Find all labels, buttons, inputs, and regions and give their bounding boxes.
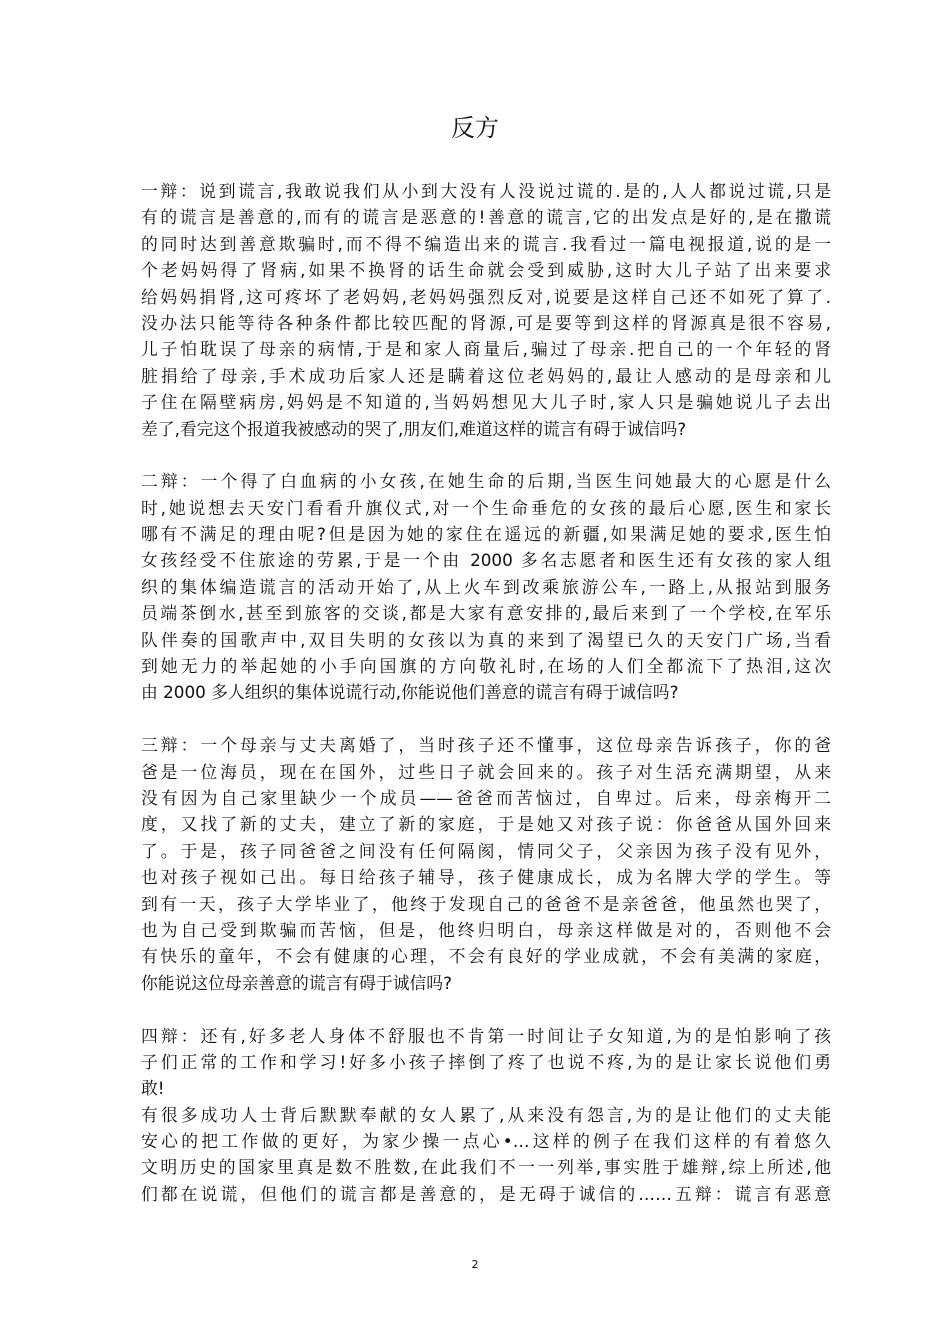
- text-line: 度，又找了新的丈夫，建立了新的家庭，于是她又对孩子说：你爸爸从国外回来: [141, 814, 831, 835]
- text-line: 差了,看完这个报道我被感动的哭了,朋友们,难道这样的谎言有碍于诚信吗?: [141, 418, 687, 439]
- text-line: 子们正常的工作和学习!好多小孩子摔倒了疼了也说不疼,为的是让家长说他们勇: [141, 1051, 831, 1072]
- text-line: 到有一天，孩子大学毕业了，他终于发现自己的爸爸不是亲爸爸，他虽然也哭了，: [141, 893, 831, 914]
- text-line: 也对孩子视如己出。每日给孩子辅导，孩子健康成长，成为名牌大学的学生。等: [141, 867, 831, 888]
- paragraph-gap: [141, 442, 831, 468]
- text-line: 给妈妈捐肾,这可疼坏了老妈妈,老妈妈强烈反对,说要是这样自己还不如死了算了.: [141, 286, 831, 307]
- text-line: 也为自己受到欺骗而苦恼，但是，他终归明白，母亲这样做是对的，否则他不会: [141, 919, 831, 940]
- text-line: 敢!: [141, 1078, 165, 1099]
- text-line: 个老妈妈得了肾病,如果不换肾的话生命就会受到威胁,这时大儿子站了出来要求: [141, 260, 831, 281]
- paragraph-first-debater: [141, 178, 831, 442]
- text-line: 一辩：说到谎言,我敢说我们从小到大没有人没说过谎的.是的,人人都说过谎,只是: [141, 181, 831, 201]
- paragraph-gap: [141, 996, 831, 1022]
- text-line: 儿子怕耽误了母亲的病情,于是和家人商量后,骗过了母亲.把自己的一个年轻的肾: [141, 339, 831, 360]
- text-line: 们都在说谎，但他们的谎言都是善意的，是无碍于诚信的……五辩：谎言有恶意: [141, 1183, 831, 1204]
- text-line: 有的谎言是善意的,而有的谎言是恶意的!善意的谎言,它的出发点是好的,是在撒谎: [141, 207, 831, 228]
- text-line: 队伴奏的国歌声中,双目失明的女孩以为真的来到了渴望已久的天安门广场,当看: [141, 629, 831, 650]
- page-number: 2: [471, 1258, 479, 1271]
- text-line: 女孩经受不住旅途的劳累,于是一个由 2000 多名志愿者和医生还有女孩的家人组: [141, 550, 831, 571]
- text-line: 时,她说想去天安门看看升旗仪式,对一个生命垂危的女孩的最后心愿,医生和家长: [141, 497, 831, 518]
- text-line: 的同时达到善意欺骗时,而不得不编造出来的谎言.我看过一篇电视报道,说的是一: [141, 233, 831, 254]
- text-line: 没办法只能等待各种条件都比较匹配的肾源,可是要等到这样的肾源真是很不容易,: [141, 312, 831, 333]
- text-line: 有快乐的童年，不会有健康的心理，不会有良好的学业成就，不会有美满的家庭，: [141, 946, 831, 967]
- document-body: [141, 178, 831, 1207]
- text-line: 哪有不满足的理由呢?但是因为她的家住在遥远的新疆,如果满足她的要求,医生怕: [141, 524, 831, 545]
- text-line: 四辩：还有,好多老人身体不舒服也不肯第一时间让子女知道,为的是怕影响了孩: [141, 1025, 831, 1046]
- text-line: 文明历史的国家里真是数不胜数,在此我们不一一列举,事实胜于雄辩,综上所述,他: [141, 1157, 831, 1178]
- text-line: 没有因为自己家里缺少一个成员——爸爸而苦恼过，自卑过。后来，母亲梅开二: [141, 787, 831, 808]
- paragraph-third-debater: [141, 732, 831, 996]
- text-line: 二辩：一个得了白血病的小女孩,在她生命的后期,当医生问她最大的心愿是什么: [141, 471, 831, 492]
- text-line: 爸是一位海员，现在在国外，过些日子就会回来的。孩子对生活充满期望，从来: [141, 761, 831, 782]
- text-line: 安心的把工作做的更好，为家少操一点心•…这样的例子在我们这样的有着悠久: [141, 1131, 831, 1152]
- text-line: 三辩：一个母亲与丈夫离婚了，当时孩子还不懂事，这位母亲告诉孩子，你的爸: [141, 735, 831, 756]
- text-line: 了。于是，孩子同爸爸之间没有任何隔阂，情同父子，父亲因为孩子没有见外，: [141, 840, 831, 861]
- paragraph-fourth-debater: [141, 1023, 831, 1208]
- text-line: 由 2000 多人组织的集体说谎行动,你能说他们善意的谎言有碍于诚信吗?: [141, 682, 679, 703]
- paragraph-second-debater: [141, 468, 831, 706]
- text-line: 织的集体编造谎言的活动开始了,从上火车到改乘旅游公车,一路上,从报站到服务: [141, 576, 831, 597]
- text-line: 你能说这位母亲善意的谎言有碍于诚信吗?: [141, 972, 452, 993]
- text-line: 员端茶倒水,甚至到旅客的交谈,都是大家有意安排的,最后来到了一个学校,在军乐: [141, 603, 831, 624]
- page-title: 反方: [451, 114, 499, 142]
- paragraph-gap: [141, 706, 831, 732]
- text-line: 到她无力的举起她的小手向国旗的方向敬礼时,在场的人们全都流下了热泪,这次: [141, 656, 831, 677]
- text-line: 脏捐给了母亲,手术成功后家人还是瞒着这位老妈妈的,最让人感动的是母亲和儿: [141, 365, 831, 386]
- text-line: 子住在隔壁病房,妈妈是不知道的,当妈妈想见大儿子时,家人只是骗她说儿子去出: [141, 392, 831, 413]
- text-line: 有很多成功人士背后默默奉献的女人累了,从来没有怨言,为的是让他们的丈夫能: [141, 1104, 831, 1125]
